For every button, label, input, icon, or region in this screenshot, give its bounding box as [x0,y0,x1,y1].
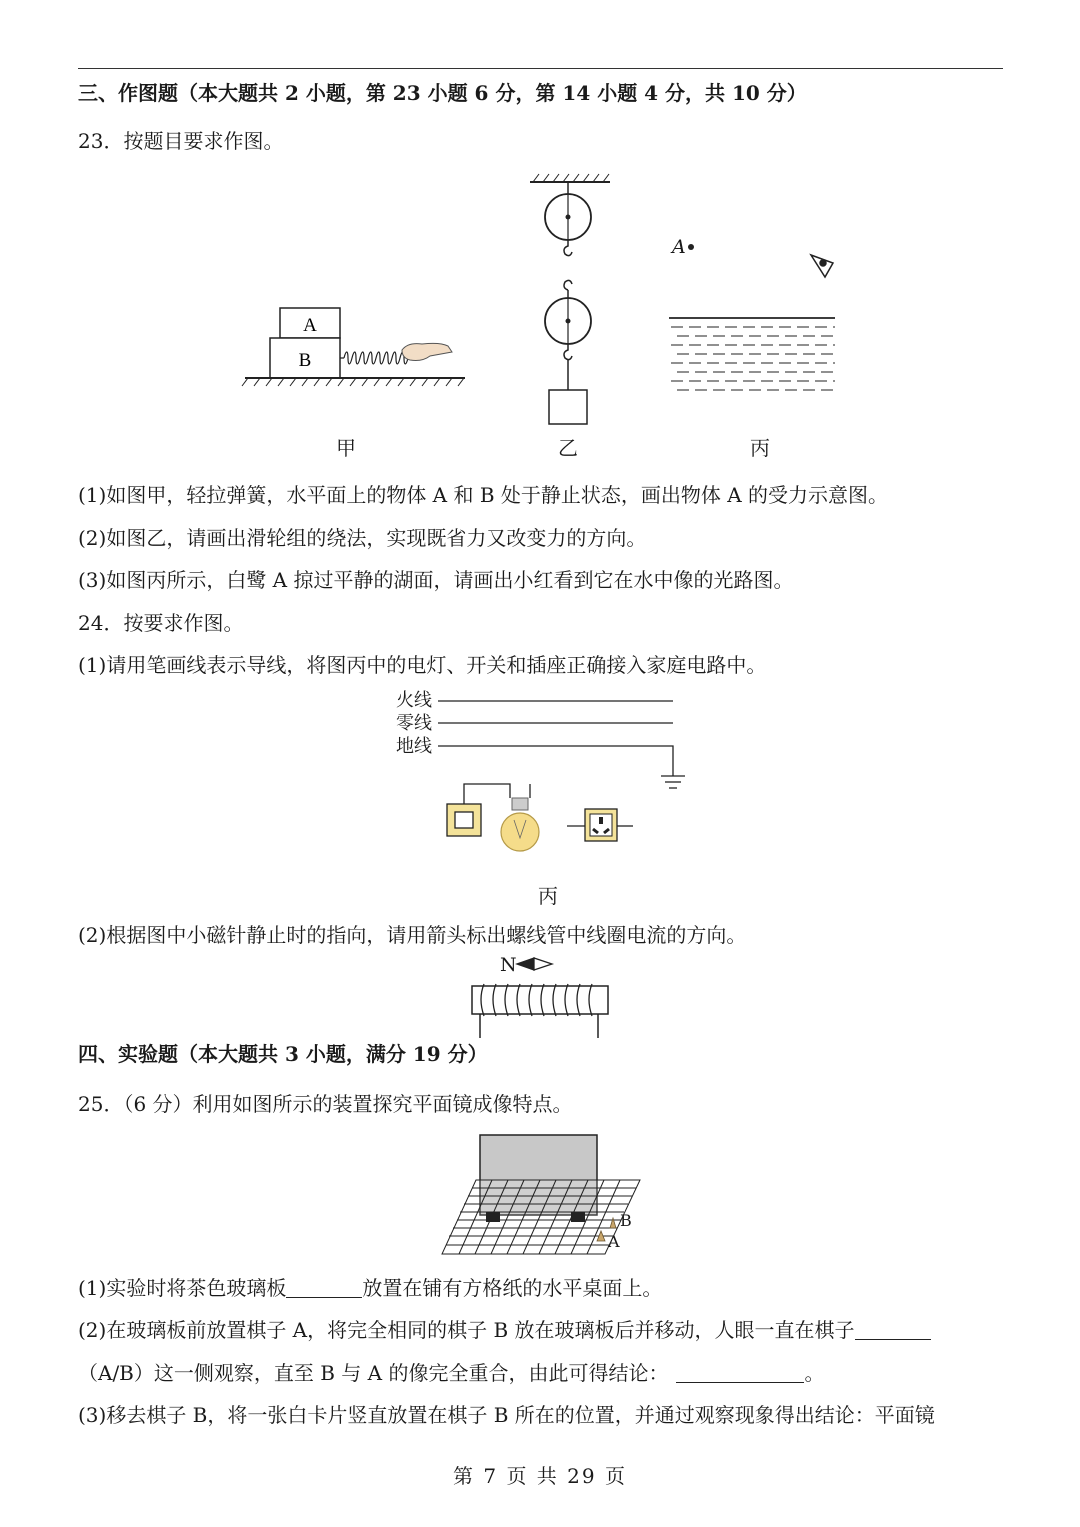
label-a: A [608,1232,620,1251]
ground-wire [438,746,673,776]
blank-2[interactable] [855,1319,931,1340]
wire-ground-label: 地线 [396,736,432,757]
caption-circuit: 丙 [538,884,558,908]
page-footer: 第 7 页 共 29 页 [453,1464,627,1488]
earth-symbol [661,776,685,788]
chess-piece-on-glass [571,1212,585,1222]
solenoid-figure [466,950,616,1040]
water-dashes [671,327,835,390]
caption-jia: 甲 [336,436,356,460]
caption-yi: 乙 [558,436,578,460]
section-3-heading: 三、作图题（本大题共 2 小题，第 23 小题 6 分，第 14 小题 4 分，共 10 分） [78,81,807,105]
egret-point-label: A [672,236,686,258]
blank-1[interactable] [286,1277,362,1298]
ground-hatch [242,378,464,386]
weight-box [549,390,587,424]
ceiling-hatch [533,174,609,182]
q23-stem: 23．按题目要求作图。 [78,129,284,153]
hand-icon [402,343,452,360]
label-b: B [620,1211,632,1230]
caption-bing: 丙 [750,436,770,460]
block-b-label: B [298,350,312,371]
spring [340,352,408,364]
figure-yi [525,170,615,430]
q24-part-1: (1)请用笔画线表示导线，将图丙中的电灯、开关和插座正确接入家庭电路中。 [78,653,767,677]
q25-stem: 25．（6 分）利用如图所示的装置探究平面镜成像特点。 [78,1092,573,1116]
egret-point [688,244,694,250]
q25-part-3: (3)移去棋子 B，将一张白卡片竖直放置在棋子 B 所在的位置，并通过观察现象得出结论：平面镜 [78,1403,935,1427]
q25-part-1: (1)实验时将茶色玻璃板 放置在铺有方格纸的水平桌面上。 [78,1276,663,1300]
q25-part-2: (2)在玻璃板前放置棋子 A，将完全相同的棋子 B 放在玻璃板后并移动，人眼一直在棋子 [78,1317,931,1343]
q25-part-2-cont: （A/B）这一侧观察，直至 B 与 A 的像完全重合，由此可得结论： 。 [78,1361,825,1385]
q23-part-2: (2)如图乙，请画出滑轮组的绕法，实现既省力又改变力的方向。 [78,526,647,550]
compass-needle [517,958,552,970]
blank-3[interactable] [676,1362,804,1383]
section-4-heading: 四、实验题（本大题共 3 小题，满分 19 分） [78,1042,488,1066]
wire-neutral-label: 零线 [396,713,432,734]
needle-n-label: N [500,954,517,976]
q23-part-3: (3)如图丙所示，白鹭 A 掠过平静的湖面，请画出小红看到它在水中像的光路图。 [78,568,794,592]
block-a-label: A [303,315,317,336]
light-bulb [501,813,539,851]
q24-part-2: (2)根据图中小磁针静止时的指向，请用箭头标出螺线管中线圈电流的方向。 [78,923,747,947]
q24-stem: 24．按要求作图。 [78,611,244,635]
wire-live-label: 火线 [396,690,432,711]
circuit-figure [430,690,690,865]
q23-part-1: (1)如图甲，轻拉弹簧，水平面上的物体 A 和 B 处于静止状态，画出物体 A 的受力示意图。 [78,483,889,507]
figure-jia [240,300,470,395]
top-rule [78,68,1003,69]
figure-bing-lake [665,235,845,405]
eye-icon [811,255,833,277]
chess-piece-image [486,1212,500,1222]
